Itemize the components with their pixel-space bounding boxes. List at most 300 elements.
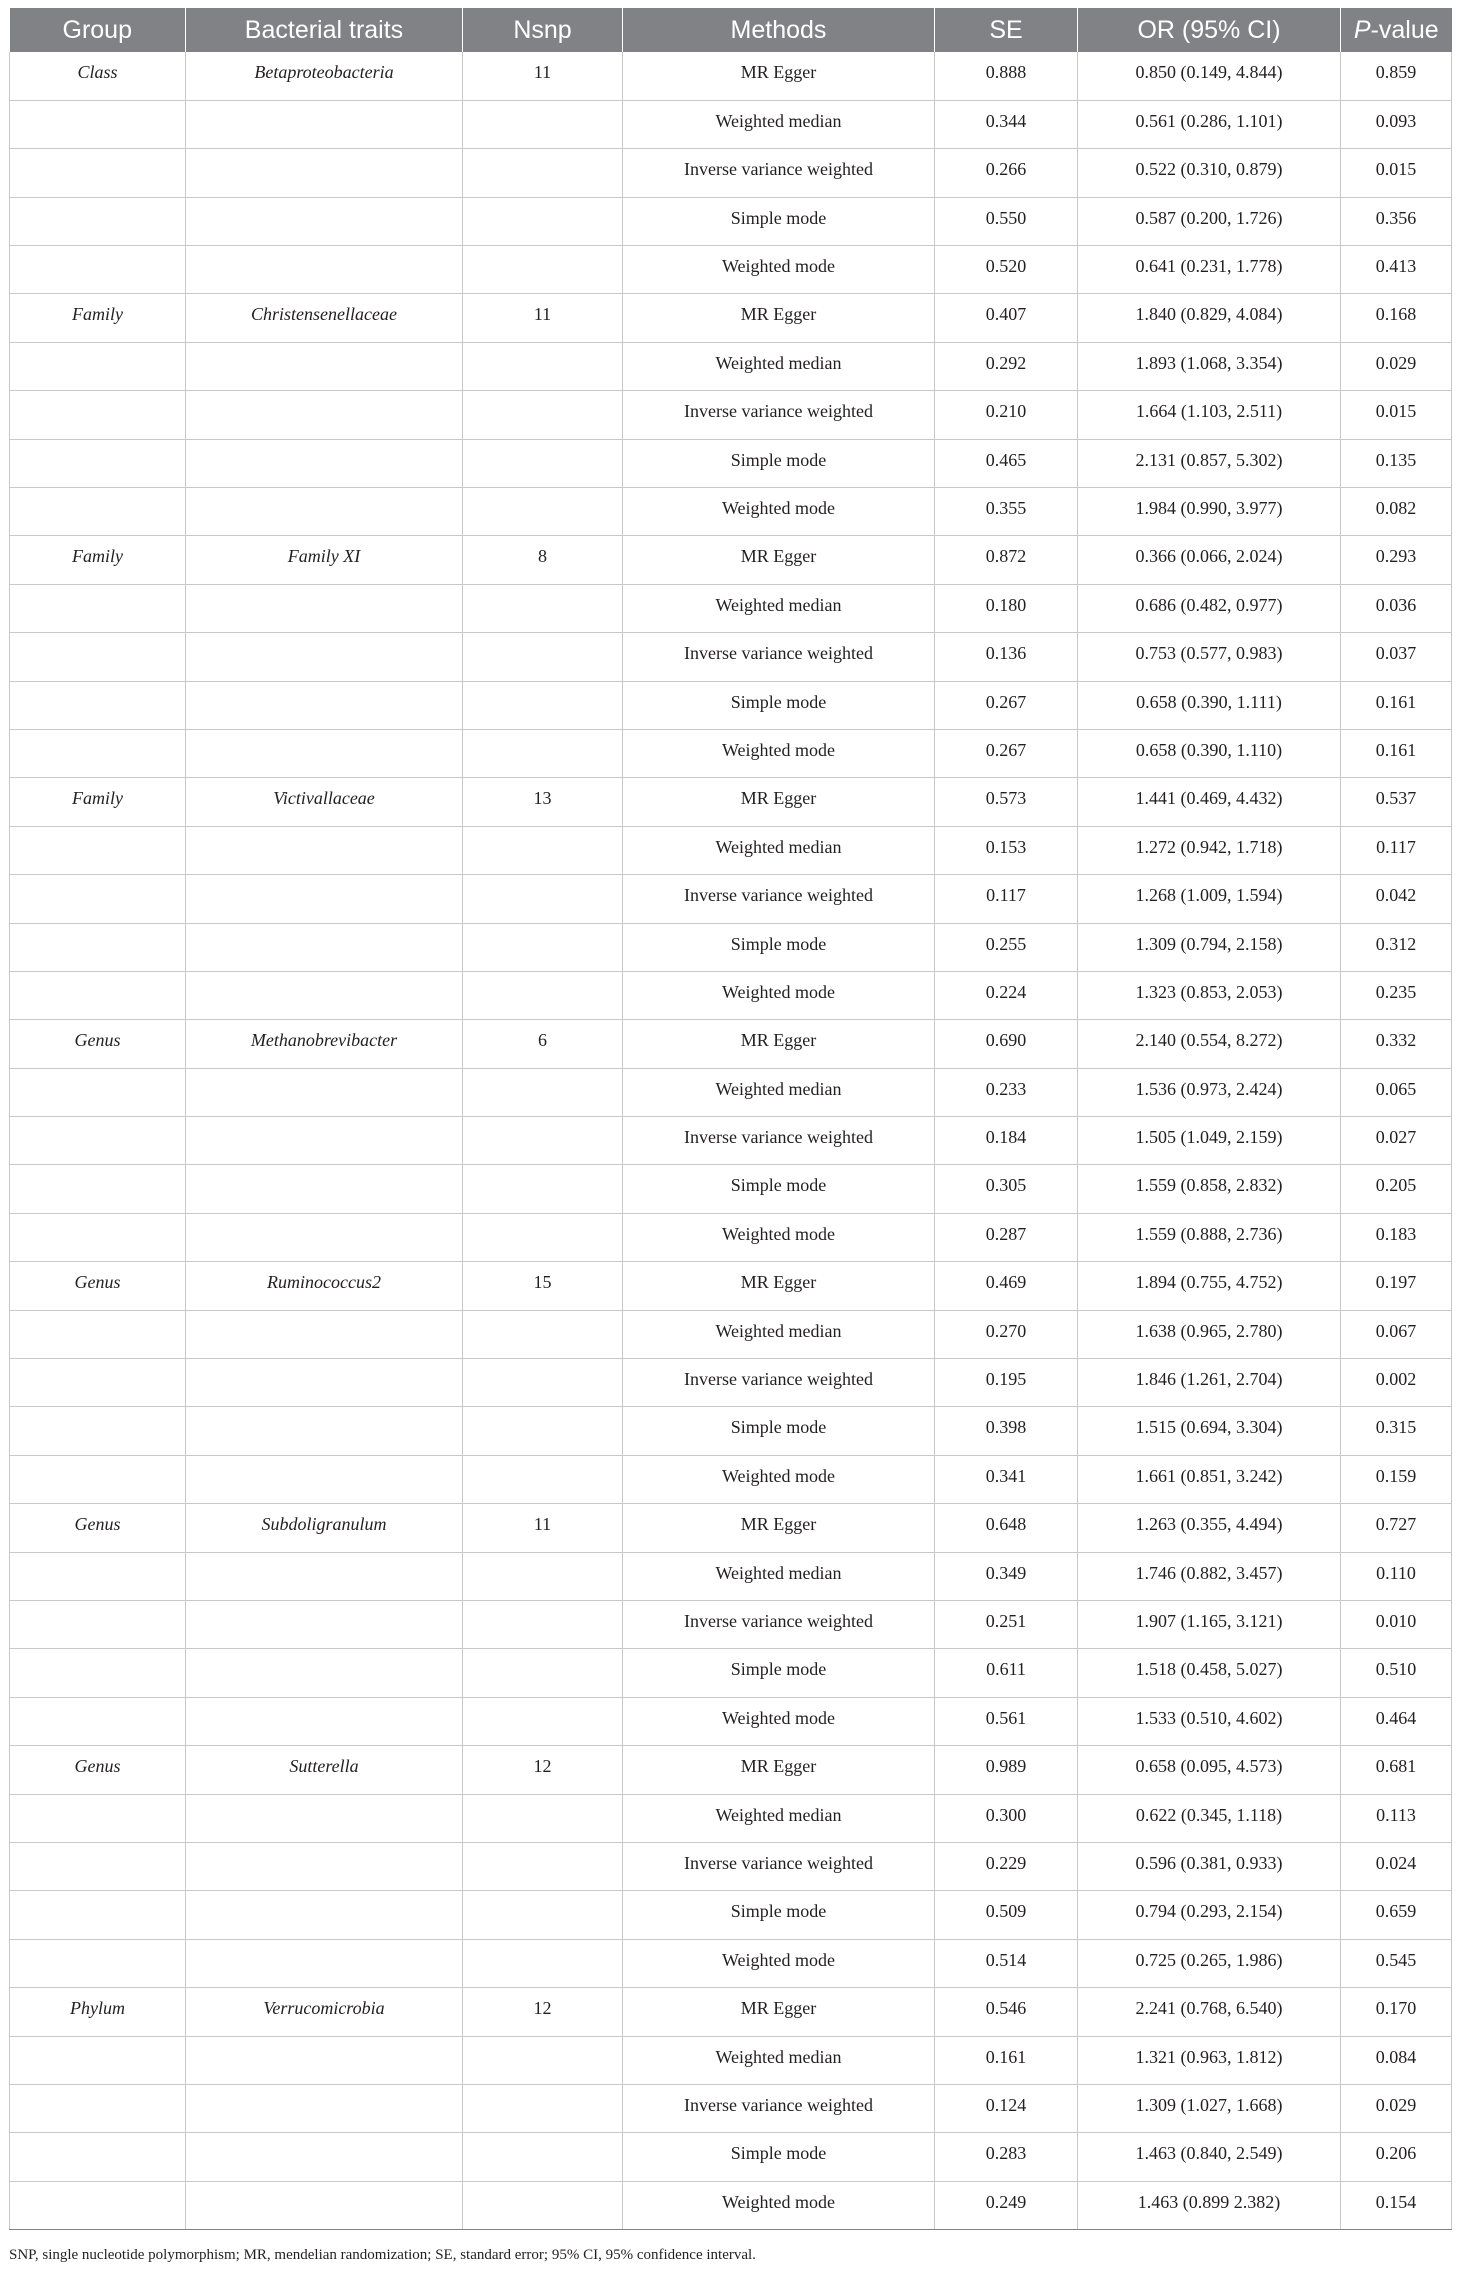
se-cell: 0.989 xyxy=(935,1746,1078,1794)
or-ci-cell: 1.840 (0.829, 4.084) xyxy=(1078,294,1341,342)
se-cell: 0.229 xyxy=(935,1842,1078,1890)
header-bacterial-traits: Bacterial traits xyxy=(186,8,463,52)
table-row xyxy=(10,1020,1452,1068)
trait-cell xyxy=(186,197,463,245)
or-ci-cell: 0.686 (0.482, 0.977) xyxy=(1078,584,1341,632)
nsnp-cell xyxy=(463,1794,623,1842)
header-row xyxy=(10,8,1452,52)
nsnp-cell xyxy=(463,971,623,1019)
method-cell: Weighted mode xyxy=(623,729,935,777)
trait-cell xyxy=(186,1068,463,1116)
nsnp-cell xyxy=(463,488,623,536)
group-cell xyxy=(10,923,186,971)
or-ci-cell: 1.746 (0.882, 3.457) xyxy=(1078,1552,1341,1600)
nsnp-cell xyxy=(463,584,623,632)
se-cell: 0.341 xyxy=(935,1455,1078,1503)
se-cell: 0.398 xyxy=(935,1407,1078,1455)
header-p-italic: P xyxy=(1353,15,1371,44)
or-ci-cell: 0.725 (0.265, 1.986) xyxy=(1078,1939,1341,1987)
or-ci-cell: 0.658 (0.390, 1.111) xyxy=(1078,681,1341,729)
or-ci-cell: 1.846 (1.261, 2.704) xyxy=(1078,1359,1341,1407)
trait-cell xyxy=(186,1794,463,1842)
table-row xyxy=(10,1359,1452,1407)
table-row xyxy=(10,1697,1452,1745)
method-cell: MR Egger xyxy=(623,1746,935,1794)
or-ci-cell: 1.505 (1.049, 2.159) xyxy=(1078,1117,1341,1165)
group-cell xyxy=(10,2084,186,2132)
table-row xyxy=(10,971,1452,1019)
table-row xyxy=(10,681,1452,729)
table-row xyxy=(10,2036,1452,2084)
method-cell: Inverse variance weighted xyxy=(623,391,935,439)
or-ci-cell: 1.518 (0.458, 5.027) xyxy=(1078,1649,1341,1697)
group-cell: Family xyxy=(10,294,186,342)
trait-cell xyxy=(186,488,463,536)
nsnp-cell: 11 xyxy=(463,1504,623,1552)
trait-cell xyxy=(186,1649,463,1697)
p-value-cell: 0.084 xyxy=(1341,2036,1452,2084)
table-row xyxy=(10,1552,1452,1600)
trait-cell xyxy=(186,2133,463,2181)
p-value-cell: 0.170 xyxy=(1341,1988,1452,2036)
trait-cell: Victivallaceae xyxy=(186,778,463,826)
p-value-cell: 0.413 xyxy=(1341,246,1452,294)
method-cell: Weighted mode xyxy=(623,246,935,294)
se-cell: 0.344 xyxy=(935,100,1078,148)
p-value-cell: 0.154 xyxy=(1341,2181,1452,2229)
nsnp-cell xyxy=(463,2181,623,2229)
trait-cell xyxy=(186,2036,463,2084)
p-value-cell: 0.168 xyxy=(1341,294,1452,342)
nsnp-cell xyxy=(463,197,623,245)
group-cell: Class xyxy=(10,52,186,100)
method-cell: MR Egger xyxy=(623,1504,935,1552)
se-cell: 0.267 xyxy=(935,729,1078,777)
method-cell: Weighted median xyxy=(623,1310,935,1358)
header-p-suffix: -value xyxy=(1370,15,1439,44)
table-row xyxy=(10,439,1452,487)
nsnp-cell xyxy=(463,1891,623,1939)
trait-cell xyxy=(186,633,463,681)
group-cell: Family xyxy=(10,778,186,826)
p-value-cell: 0.293 xyxy=(1341,536,1452,584)
se-cell: 0.251 xyxy=(935,1601,1078,1649)
or-ci-cell: 0.522 (0.310, 0.879) xyxy=(1078,149,1341,197)
nsnp-cell xyxy=(463,875,623,923)
table-row xyxy=(10,2084,1452,2132)
trait-cell xyxy=(186,1213,463,1261)
method-cell: MR Egger xyxy=(623,778,935,826)
or-ci-cell: 0.753 (0.577, 0.983) xyxy=(1078,633,1341,681)
nsnp-cell xyxy=(463,149,623,197)
table-row xyxy=(10,391,1452,439)
or-ci-cell: 1.536 (0.973, 2.424) xyxy=(1078,1068,1341,1116)
group-cell xyxy=(10,100,186,148)
trait-cell xyxy=(186,1891,463,1939)
or-ci-cell: 0.587 (0.200, 1.726) xyxy=(1078,197,1341,245)
or-ci-cell: 1.323 (0.853, 2.053) xyxy=(1078,971,1341,1019)
or-ci-cell: 1.268 (1.009, 1.594) xyxy=(1078,875,1341,923)
or-ci-cell: 1.559 (0.858, 2.832) xyxy=(1078,1165,1341,1213)
group-cell xyxy=(10,1359,186,1407)
group-cell xyxy=(10,633,186,681)
p-value-cell: 0.015 xyxy=(1341,149,1452,197)
group-cell xyxy=(10,1649,186,1697)
trait-cell xyxy=(186,1455,463,1503)
se-cell: 0.224 xyxy=(935,971,1078,1019)
or-ci-cell: 1.515 (0.694, 3.304) xyxy=(1078,1407,1341,1455)
group-cell xyxy=(10,1794,186,1842)
se-cell: 0.117 xyxy=(935,875,1078,923)
header-methods: Methods xyxy=(623,8,935,52)
method-cell: Weighted mode xyxy=(623,1939,935,1987)
group-cell xyxy=(10,826,186,874)
or-ci-cell: 1.533 (0.510, 4.602) xyxy=(1078,1697,1341,1745)
group-cell xyxy=(10,197,186,245)
se-cell: 0.465 xyxy=(935,439,1078,487)
p-value-cell: 0.510 xyxy=(1341,1649,1452,1697)
se-cell: 0.888 xyxy=(935,52,1078,100)
or-ci-cell: 1.638 (0.965, 2.780) xyxy=(1078,1310,1341,1358)
or-ci-cell: 1.559 (0.888, 2.736) xyxy=(1078,1213,1341,1261)
p-value-cell: 0.029 xyxy=(1341,2084,1452,2132)
table-row xyxy=(10,197,1452,245)
p-value-cell: 0.110 xyxy=(1341,1552,1452,1600)
table-row xyxy=(10,2181,1452,2229)
trait-cell xyxy=(186,1407,463,1455)
p-value-cell: 0.067 xyxy=(1341,1310,1452,1358)
se-cell: 0.249 xyxy=(935,2181,1078,2229)
se-cell: 0.349 xyxy=(935,1552,1078,1600)
trait-cell xyxy=(186,729,463,777)
p-value-cell: 0.027 xyxy=(1341,1117,1452,1165)
table-row xyxy=(10,100,1452,148)
or-ci-cell: 0.366 (0.066, 2.024) xyxy=(1078,536,1341,584)
nsnp-cell xyxy=(463,342,623,390)
method-cell: Weighted median xyxy=(623,1552,935,1600)
trait-cell xyxy=(186,342,463,390)
header-nsnp: Nsnp xyxy=(463,8,623,52)
p-value-cell: 0.065 xyxy=(1341,1068,1452,1116)
nsnp-cell xyxy=(463,729,623,777)
nsnp-cell xyxy=(463,1117,623,1165)
se-cell: 0.648 xyxy=(935,1504,1078,1552)
table-row xyxy=(10,1794,1452,1842)
se-cell: 0.292 xyxy=(935,342,1078,390)
or-ci-cell: 1.463 (0.840, 2.549) xyxy=(1078,2133,1341,2181)
method-cell: MR Egger xyxy=(623,1988,935,2036)
p-value-cell: 0.205 xyxy=(1341,1165,1452,1213)
table-row xyxy=(10,1842,1452,1890)
trait-cell xyxy=(186,1117,463,1165)
nsnp-cell xyxy=(463,633,623,681)
group-cell xyxy=(10,1697,186,1745)
p-value-cell: 0.235 xyxy=(1341,971,1452,1019)
p-value-cell: 0.356 xyxy=(1341,197,1452,245)
trait-cell xyxy=(186,1842,463,1890)
group-cell xyxy=(10,2181,186,2229)
se-cell: 0.283 xyxy=(935,2133,1078,2181)
nsnp-cell xyxy=(463,1601,623,1649)
trait-cell xyxy=(186,1310,463,1358)
group-cell xyxy=(10,1068,186,1116)
table-row xyxy=(10,536,1452,584)
or-ci-cell: 1.661 (0.851, 3.242) xyxy=(1078,1455,1341,1503)
p-value-cell: 0.082 xyxy=(1341,488,1452,536)
table-row xyxy=(10,1455,1452,1503)
group-cell: Genus xyxy=(10,1020,186,1068)
nsnp-cell: 13 xyxy=(463,778,623,826)
or-ci-cell: 1.893 (1.068, 3.354) xyxy=(1078,342,1341,390)
nsnp-cell: 11 xyxy=(463,294,623,342)
nsnp-cell: 8 xyxy=(463,536,623,584)
group-cell: Genus xyxy=(10,1262,186,1310)
nsnp-cell xyxy=(463,2036,623,2084)
trait-cell xyxy=(186,681,463,729)
se-cell: 0.872 xyxy=(935,536,1078,584)
group-cell xyxy=(10,246,186,294)
nsnp-cell xyxy=(463,1842,623,1890)
group-cell: Genus xyxy=(10,1746,186,1794)
se-cell: 0.561 xyxy=(935,1697,1078,1745)
se-cell: 0.153 xyxy=(935,826,1078,874)
group-cell xyxy=(10,584,186,632)
group-cell xyxy=(10,1891,186,1939)
method-cell: Simple mode xyxy=(623,681,935,729)
trait-cell: Family XI xyxy=(186,536,463,584)
trait-cell: Christensenellaceae xyxy=(186,294,463,342)
p-value-cell: 0.036 xyxy=(1341,584,1452,632)
p-value-cell: 0.315 xyxy=(1341,1407,1452,1455)
nsnp-cell xyxy=(463,1310,623,1358)
or-ci-cell: 2.131 (0.857, 5.302) xyxy=(1078,439,1341,487)
trait-cell xyxy=(186,246,463,294)
method-cell: Weighted mode xyxy=(623,1455,935,1503)
or-ci-cell: 1.664 (1.103, 2.511) xyxy=(1078,391,1341,439)
nsnp-cell xyxy=(463,2084,623,2132)
p-value-cell: 0.727 xyxy=(1341,1504,1452,1552)
method-cell: MR Egger xyxy=(623,294,935,342)
or-ci-cell: 2.140 (0.554, 8.272) xyxy=(1078,1020,1341,1068)
se-cell: 0.267 xyxy=(935,681,1078,729)
p-value-cell: 0.206 xyxy=(1341,2133,1452,2181)
group-cell: Phylum xyxy=(10,1988,186,2036)
table-row xyxy=(10,294,1452,342)
or-ci-cell: 2.241 (0.768, 6.540) xyxy=(1078,1988,1341,2036)
p-value-cell: 0.545 xyxy=(1341,1939,1452,1987)
or-ci-cell: 1.441 (0.469, 4.432) xyxy=(1078,778,1341,826)
method-cell: Weighted median xyxy=(623,1068,935,1116)
group-cell xyxy=(10,342,186,390)
p-value-cell: 0.037 xyxy=(1341,633,1452,681)
trait-cell xyxy=(186,875,463,923)
trait-cell xyxy=(186,2181,463,2229)
or-ci-cell: 1.263 (0.355, 4.494) xyxy=(1078,1504,1341,1552)
or-ci-cell: 0.658 (0.095, 4.573) xyxy=(1078,1746,1341,1794)
se-cell: 0.300 xyxy=(935,1794,1078,1842)
table-row xyxy=(10,875,1452,923)
group-cell xyxy=(10,1310,186,1358)
se-cell: 0.514 xyxy=(935,1939,1078,1987)
se-cell: 0.520 xyxy=(935,246,1078,294)
nsnp-cell xyxy=(463,439,623,487)
method-cell: Weighted mode xyxy=(623,1697,935,1745)
header-group: Group xyxy=(10,8,186,52)
method-cell: Weighted median xyxy=(623,2036,935,2084)
p-value-cell: 0.135 xyxy=(1341,439,1452,487)
table-row xyxy=(10,1407,1452,1455)
p-value-cell: 0.681 xyxy=(1341,1746,1452,1794)
p-value-cell: 0.332 xyxy=(1341,1020,1452,1068)
p-value-cell: 0.161 xyxy=(1341,681,1452,729)
table-row xyxy=(10,1891,1452,1939)
method-cell: Inverse variance weighted xyxy=(623,633,935,681)
se-cell: 0.270 xyxy=(935,1310,1078,1358)
p-value-cell: 0.197 xyxy=(1341,1262,1452,1310)
trait-cell: Verrucomicrobia xyxy=(186,1988,463,2036)
table-row xyxy=(10,1262,1452,1310)
p-value-cell: 0.859 xyxy=(1341,52,1452,100)
se-cell: 0.550 xyxy=(935,197,1078,245)
table-row xyxy=(10,246,1452,294)
method-cell: Weighted mode xyxy=(623,971,935,1019)
p-value-cell: 0.537 xyxy=(1341,778,1452,826)
nsnp-cell: 11 xyxy=(463,52,623,100)
group-cell xyxy=(10,2133,186,2181)
method-cell: Weighted mode xyxy=(623,1213,935,1261)
table-row xyxy=(10,729,1452,777)
results-table xyxy=(9,8,1452,2230)
table-row xyxy=(10,584,1452,632)
method-cell: Weighted median xyxy=(623,826,935,874)
nsnp-cell xyxy=(463,1213,623,1261)
or-ci-cell: 1.309 (1.027, 1.668) xyxy=(1078,2084,1341,2132)
group-cell xyxy=(10,2036,186,2084)
or-ci-cell: 1.272 (0.942, 1.718) xyxy=(1078,826,1341,874)
p-value-cell: 0.159 xyxy=(1341,1455,1452,1503)
table-row xyxy=(10,1988,1452,2036)
se-cell: 0.469 xyxy=(935,1262,1078,1310)
se-cell: 0.266 xyxy=(935,149,1078,197)
trait-cell: Subdoligranulum xyxy=(186,1504,463,1552)
trait-cell xyxy=(186,1165,463,1213)
table-body xyxy=(10,52,1452,2230)
method-cell: Inverse variance weighted xyxy=(623,1117,935,1165)
trait-cell xyxy=(186,149,463,197)
or-ci-cell: 0.596 (0.381, 0.933) xyxy=(1078,1842,1341,1890)
se-cell: 0.611 xyxy=(935,1649,1078,1697)
method-cell: Simple mode xyxy=(623,1649,935,1697)
p-value-cell: 0.464 xyxy=(1341,1697,1452,1745)
group-cell xyxy=(10,875,186,923)
or-ci-cell: 0.794 (0.293, 2.154) xyxy=(1078,1891,1341,1939)
se-cell: 0.210 xyxy=(935,391,1078,439)
se-cell: 0.180 xyxy=(935,584,1078,632)
method-cell: Simple mode xyxy=(623,2133,935,2181)
or-ci-cell: 1.894 (0.755, 4.752) xyxy=(1078,1262,1341,1310)
or-ci-cell: 1.984 (0.990, 3.977) xyxy=(1078,488,1341,536)
group-cell xyxy=(10,1407,186,1455)
nsnp-cell xyxy=(463,1407,623,1455)
se-cell: 0.690 xyxy=(935,1020,1078,1068)
group-cell xyxy=(10,391,186,439)
trait-cell: Sutterella xyxy=(186,1746,463,1794)
or-ci-cell: 0.622 (0.345, 1.118) xyxy=(1078,1794,1341,1842)
results-table-container xyxy=(9,8,1451,2230)
method-cell: Weighted mode xyxy=(623,2181,935,2229)
p-value-cell: 0.183 xyxy=(1341,1213,1452,1261)
method-cell: Weighted median xyxy=(623,100,935,148)
trait-cell xyxy=(186,2084,463,2132)
table-row xyxy=(10,1746,1452,1794)
or-ci-cell: 0.658 (0.390, 1.110) xyxy=(1078,729,1341,777)
method-cell: Weighted median xyxy=(623,1794,935,1842)
header-or-ci: OR (95% CI) xyxy=(1078,8,1341,52)
se-cell: 0.305 xyxy=(935,1165,1078,1213)
nsnp-cell xyxy=(463,1359,623,1407)
p-value-cell: 0.113 xyxy=(1341,1794,1452,1842)
group-cell xyxy=(10,1552,186,1600)
method-cell: Inverse variance weighted xyxy=(623,875,935,923)
or-ci-cell: 0.561 (0.286, 1.101) xyxy=(1078,100,1341,148)
method-cell: Simple mode xyxy=(623,197,935,245)
nsnp-cell xyxy=(463,2133,623,2181)
group-cell xyxy=(10,729,186,777)
method-cell: Weighted median xyxy=(623,584,935,632)
method-cell: Inverse variance weighted xyxy=(623,1601,935,1649)
group-cell xyxy=(10,1601,186,1649)
nsnp-cell xyxy=(463,923,623,971)
se-cell: 0.287 xyxy=(935,1213,1078,1261)
method-cell: Inverse variance weighted xyxy=(623,2084,935,2132)
trait-cell xyxy=(186,826,463,874)
method-cell: Simple mode xyxy=(623,1165,935,1213)
method-cell: Simple mode xyxy=(623,1891,935,1939)
nsnp-cell: 15 xyxy=(463,1262,623,1310)
method-cell: Simple mode xyxy=(623,1407,935,1455)
se-cell: 0.195 xyxy=(935,1359,1078,1407)
p-value-cell: 0.024 xyxy=(1341,1842,1452,1890)
trait-cell xyxy=(186,971,463,1019)
nsnp-cell xyxy=(463,1649,623,1697)
trait-cell xyxy=(186,1939,463,1987)
group-cell xyxy=(10,1842,186,1890)
method-cell: Weighted mode xyxy=(623,488,935,536)
or-ci-cell: 1.321 (0.963, 1.812) xyxy=(1078,2036,1341,2084)
se-cell: 0.355 xyxy=(935,488,1078,536)
table-row xyxy=(10,1117,1452,1165)
se-cell: 0.407 xyxy=(935,294,1078,342)
trait-cell xyxy=(186,923,463,971)
trait-cell: Methanobrevibacter xyxy=(186,1020,463,1068)
p-value-cell: 0.659 xyxy=(1341,1891,1452,1939)
method-cell: MR Egger xyxy=(623,536,935,584)
table-row xyxy=(10,826,1452,874)
group-cell xyxy=(10,1939,186,1987)
or-ci-cell: 1.907 (1.165, 3.121) xyxy=(1078,1601,1341,1649)
table-footnote: SNP, single nucleotide polymorphism; MR, mendelian randomization; SE, standard error; 95% CI, 95% confidence interval. xyxy=(9,2247,756,2263)
table-row xyxy=(10,923,1452,971)
group-cell xyxy=(10,439,186,487)
table-row xyxy=(10,1310,1452,1358)
table-row xyxy=(10,52,1452,100)
header-p-value xyxy=(1341,8,1452,52)
method-cell: Inverse variance weighted xyxy=(623,1359,935,1407)
nsnp-cell xyxy=(463,1552,623,1600)
trait-cell xyxy=(186,391,463,439)
method-cell: Simple mode xyxy=(623,923,935,971)
nsnp-cell xyxy=(463,826,623,874)
